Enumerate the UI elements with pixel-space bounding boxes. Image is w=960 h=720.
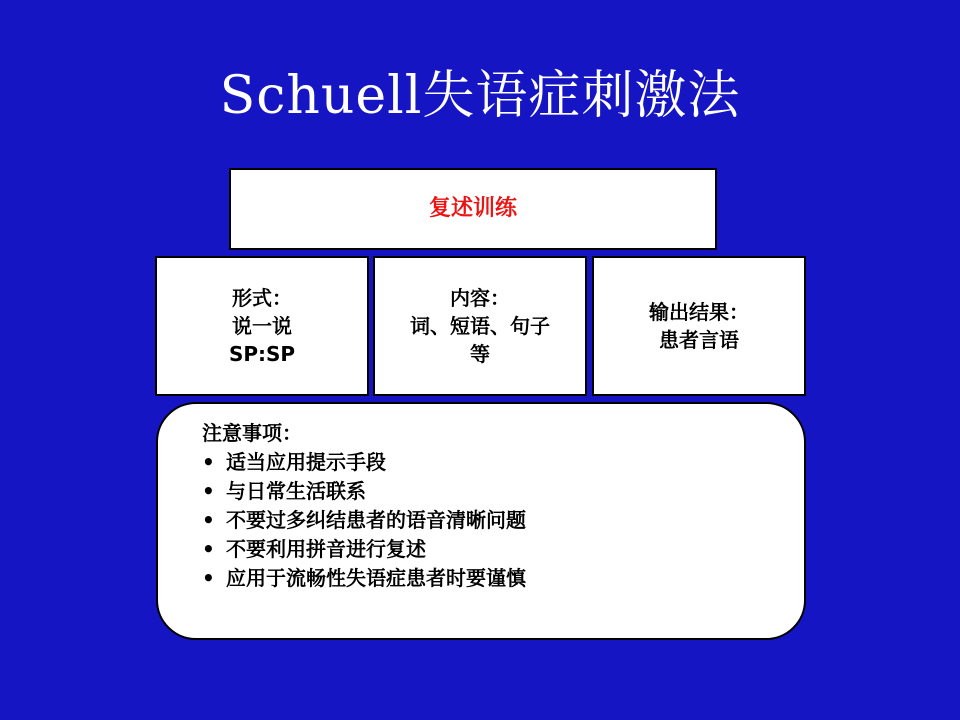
note-text: 适当应用提示手段 — [226, 450, 386, 474]
output-box — [592, 256, 806, 396]
content-line-1: 词、短语、句子 — [410, 314, 550, 338]
content-heading: 内容： — [450, 286, 510, 310]
note-text: 应用于流畅性失语症患者时要谨慎 — [226, 566, 526, 590]
list-item — [202, 506, 804, 535]
note-text: 与日常生活联系 — [226, 479, 366, 503]
form-line-1: 说一说 — [232, 314, 292, 338]
output-heading: 输出结果： — [649, 300, 749, 324]
notes-list — [202, 448, 804, 593]
bullet-icon: • — [202, 450, 215, 474]
bullet-icon: • — [202, 537, 215, 561]
bullet-icon: • — [202, 479, 215, 503]
slide-title: Schuell失语症刺激法 — [219, 66, 741, 126]
notes-box — [156, 402, 806, 640]
content-line-2: 等 — [470, 342, 490, 366]
list-item — [202, 535, 804, 564]
form-heading: 形式： — [232, 286, 292, 310]
repetition-training-box — [229, 168, 717, 250]
bullet-icon: • — [202, 566, 215, 590]
list-item — [202, 477, 804, 506]
note-text: 不要过多纠结患者的语音清晰问题 — [226, 508, 526, 532]
output-line-1: 患者言语 — [659, 328, 739, 352]
note-text: 不要利用拼音进行复述 — [226, 537, 426, 561]
bullet-icon: • — [202, 508, 215, 532]
form-box — [155, 256, 369, 396]
list-item — [202, 564, 804, 593]
list-item — [202, 448, 804, 477]
form-line-2: SP:SP — [228, 342, 296, 366]
repetition-training-label: 复述训练 — [428, 196, 517, 221]
content-box — [373, 256, 587, 396]
notes-title: 注意事项： — [202, 421, 302, 445]
